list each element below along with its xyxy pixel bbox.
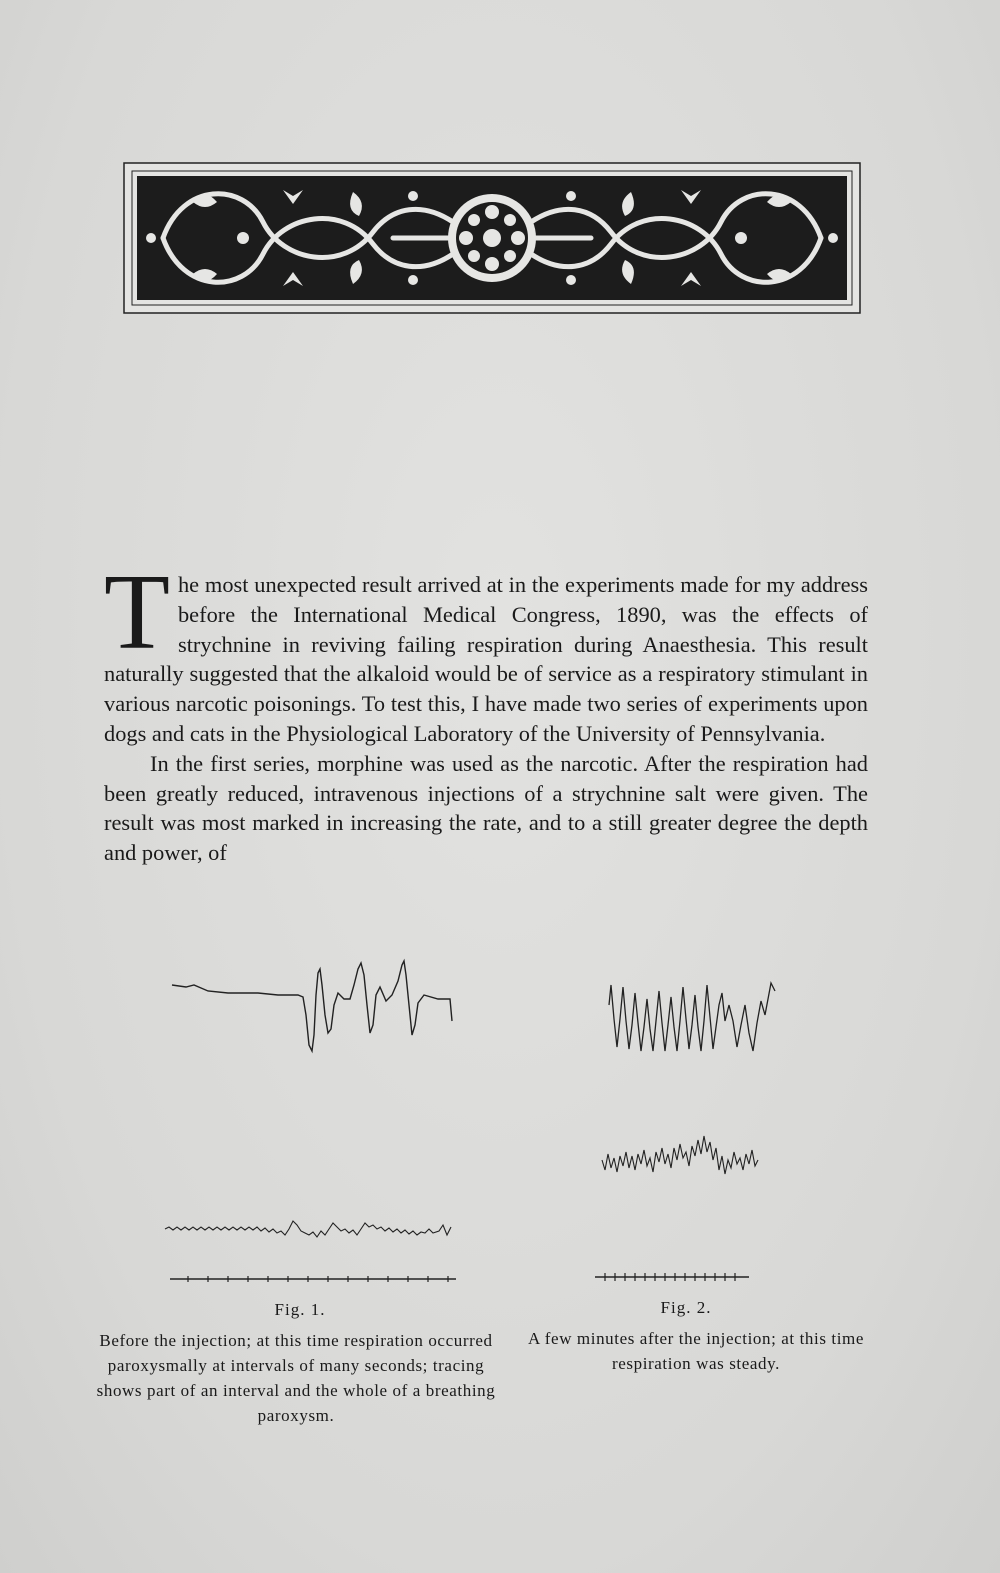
fig2-respiration-tracing	[605, 975, 785, 1060]
fig1-caption: Before the injection; at this time respiration occurred paroxysmally at intervals of many seconds; tracing shows part of an interval and the whole of a breathing paroxysm.	[96, 1331, 496, 1425]
fig2-respiration-tracing-lower	[598, 1130, 766, 1185]
drop-cap: T	[104, 553, 170, 672]
fig1-label: Fig. 1.	[274, 1300, 326, 1319]
fig2-time-marker	[593, 1270, 753, 1284]
fig2-caption: A few minutes after the injection; at this time respiration was steady.	[528, 1329, 865, 1373]
ornamental-header-band	[123, 162, 861, 314]
article-body	[104, 553, 868, 868]
paragraph-2: In the first series, morphine was used as the narcotic. After the respiration had been greatly reduced, intravenous injections of a strychnine salt were given. The result was most marked in increasing the rate, and to a still greater degree the depth and power, of	[104, 750, 868, 866]
fig1-respiration-tracing	[168, 955, 458, 1060]
paragraph-1-text: he most unexpected result arrived at in the experiments made for my address before the International Medical Congress, 1890, was the effects of strychnine in reviving failing respiration during Anaesthesia. This result naturally suggested that the alkaloid would be of service as a respiratory stimulant in various narcotic poisonings. To test this, I have made two series of experiments upon dogs and cats in the Physiological Laboratory of the University of Pennsylvania.	[104, 572, 868, 746]
paragraph-1	[104, 553, 868, 749]
fig1-respiration-tracing-lower	[163, 1215, 459, 1245]
fig1-time-marker	[168, 1272, 458, 1286]
fig2-label: Fig. 2.	[660, 1298, 712, 1317]
